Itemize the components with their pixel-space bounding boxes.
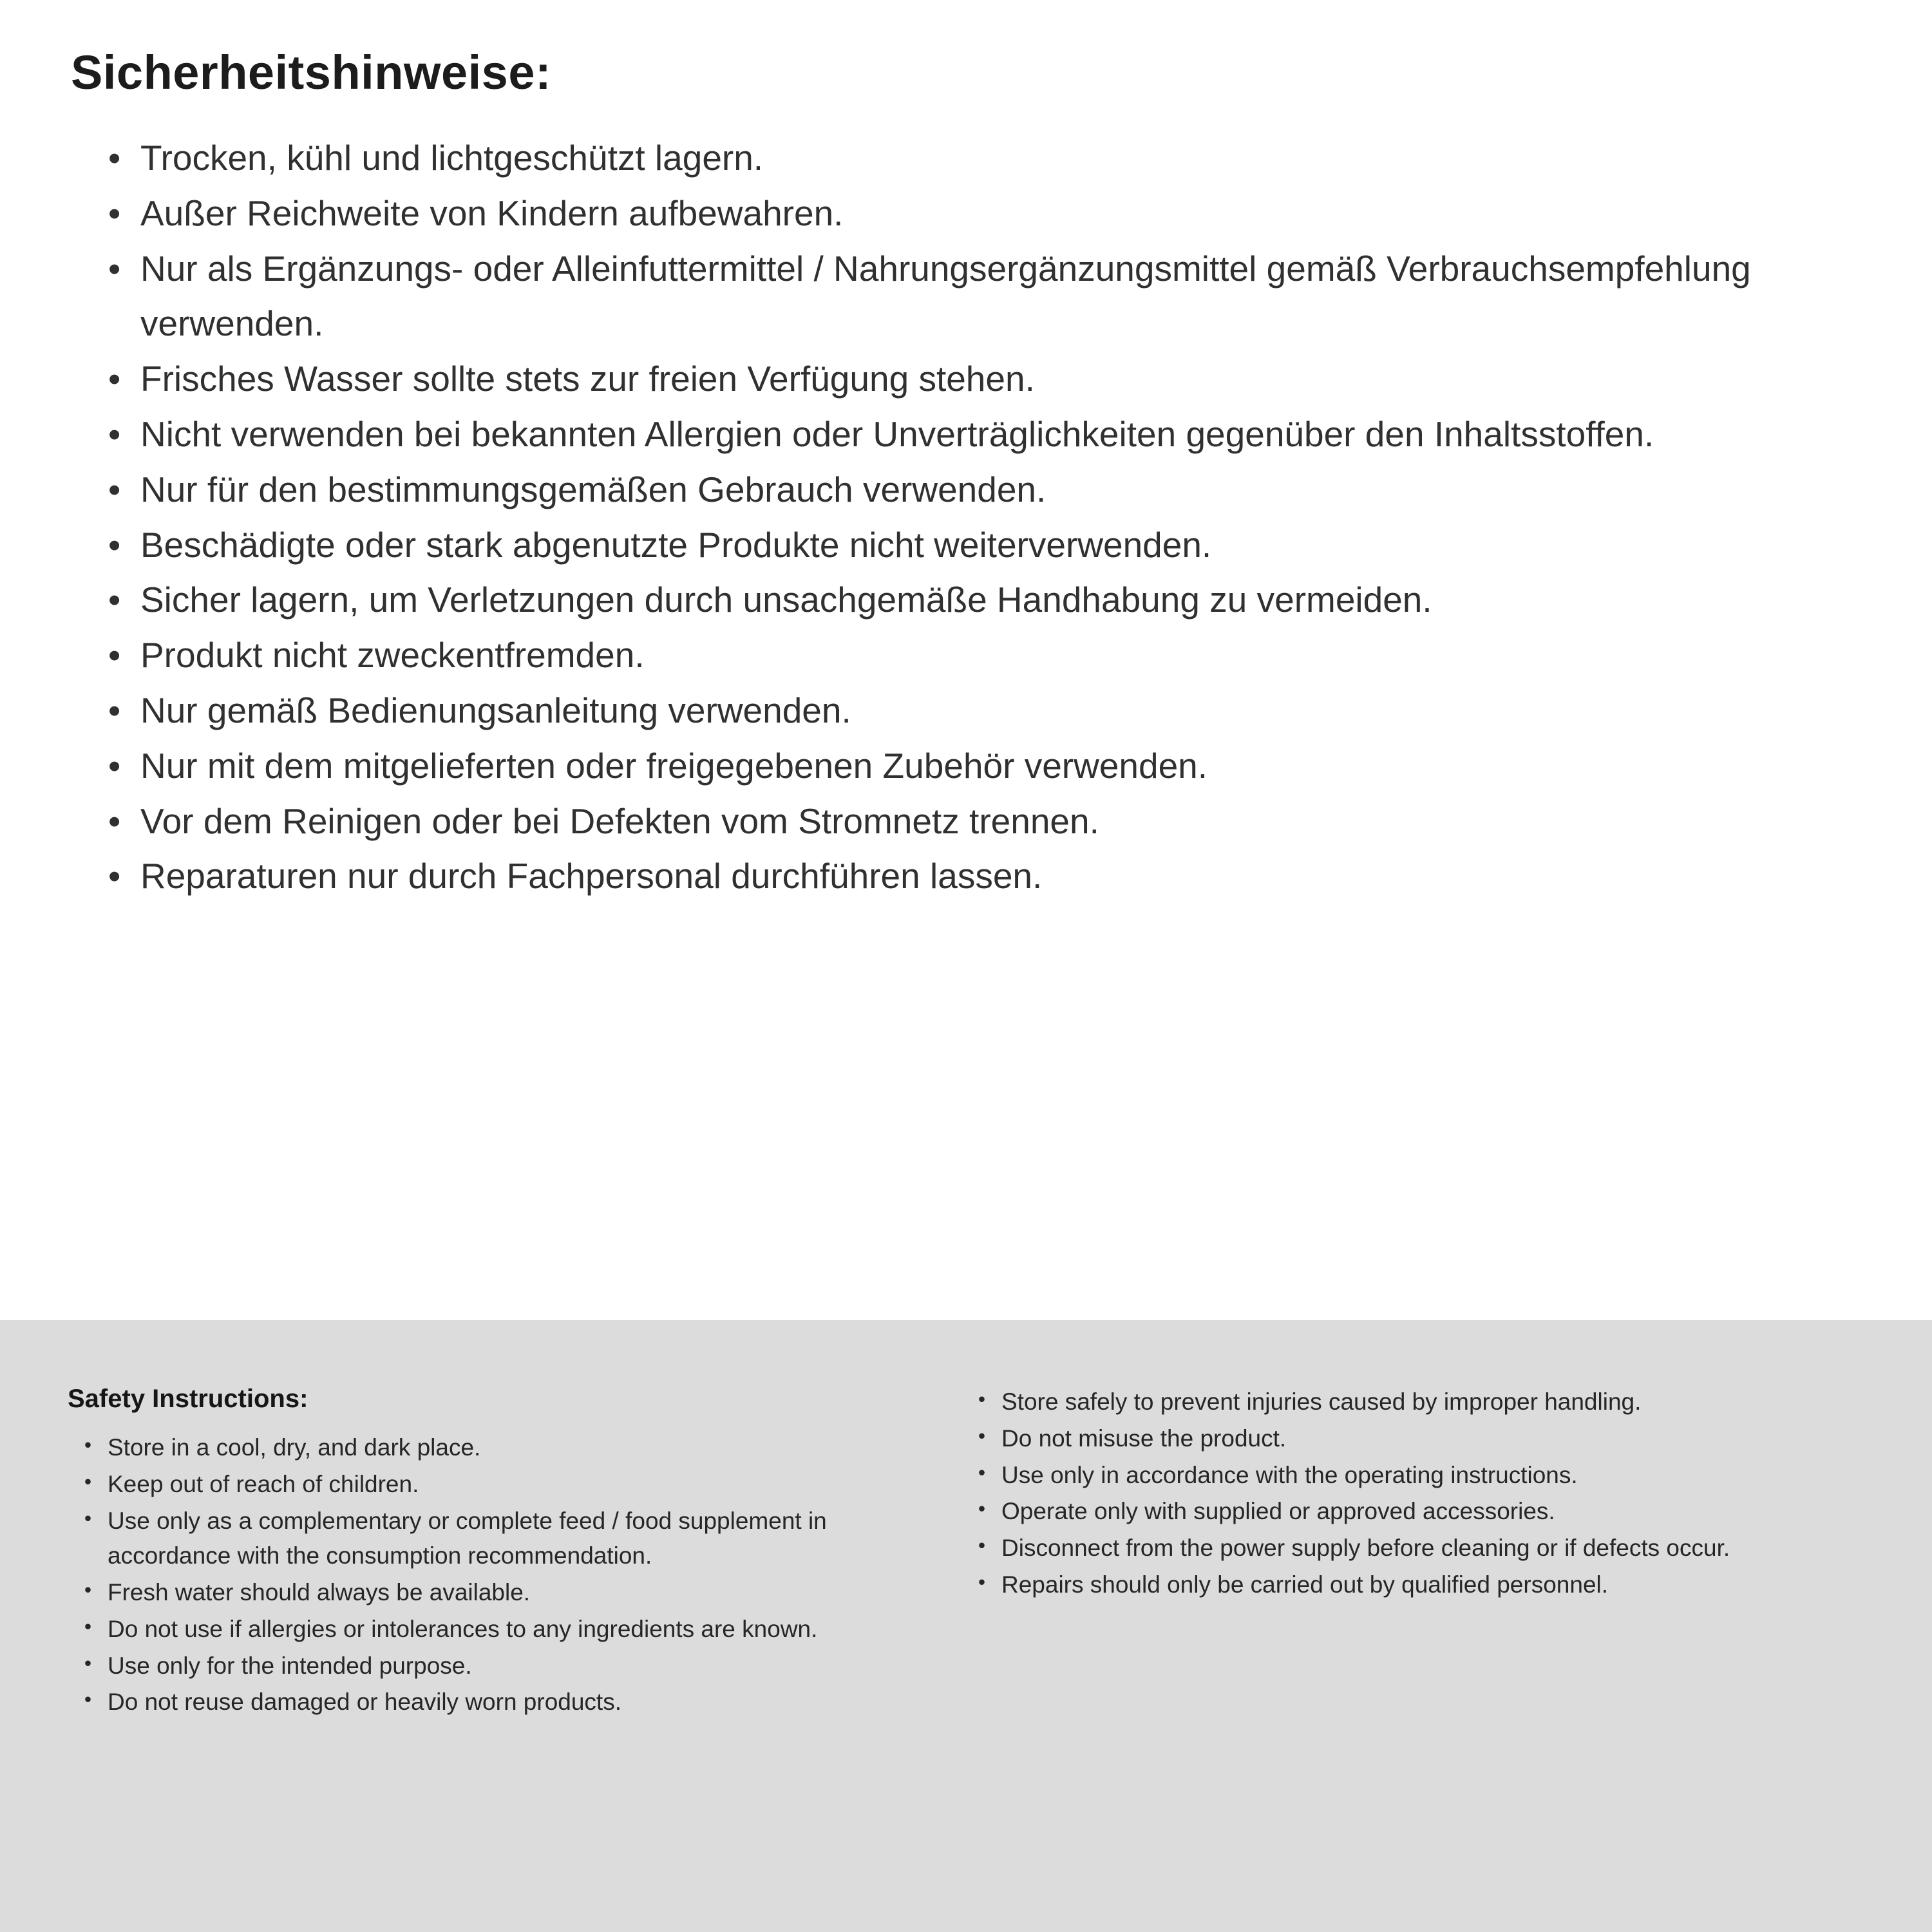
list-item: • Nur für den bestimmungsgemäßen Gebrauch verwenden. [103, 462, 1835, 518]
list-item: • Nur mit dem mitgelieferten oder freigegebenen Zubehör verwenden. [103, 739, 1835, 794]
list-item: • Frisches Wasser sollte stets zur freien Verfügung stehen. [103, 352, 1835, 407]
english-right-column [976, 1385, 1861, 1893]
english-safety-list-left [68, 1430, 924, 1720]
list-item: • Use only as a complementary or complete feed / food supplement in accordance with the consumption recommendation. [82, 1504, 924, 1575]
list-item: • Trocken, kühl und lichtgeschützt lagern. [103, 131, 1835, 186]
list-item: • Produkt nicht zweckentfremden. [103, 628, 1835, 683]
list-item: • Do not misuse the product. [976, 1421, 1861, 1457]
german-section-title: Sicherheitshinweise: [71, 46, 552, 99]
list-item: • Operate only with supplied or approved accessories. [976, 1494, 1861, 1530]
english-left-column [68, 1385, 924, 1893]
list-item: • Reparaturen nur durch Fachpersonal durchführen lassen. [103, 849, 1835, 904]
list-item: • Do not reuse damaged or heavily worn products. [82, 1685, 924, 1720]
list-item: • Fresh water should always be available. [82, 1575, 924, 1611]
list-item: • Sicher lagern, um Verletzungen durch unsachgemäße Handhabung zu vermeiden. [103, 573, 1835, 628]
list-item: • Außer Reichweite von Kindern aufbewahren. [103, 186, 1835, 242]
german-safety-list [71, 131, 1861, 904]
list-item: • Nicht verwenden bei bekannten Allergien oder Unverträglichkeiten gegenüber den Inhaltsstoffen. [103, 407, 1835, 462]
list-item: • Store in a cool, dry, and dark place. [82, 1430, 924, 1466]
english-section-title: Safety Instructions: [68, 1385, 308, 1413]
english-safety-list-right [976, 1385, 1861, 1603]
list-item: • Nur gemäß Bedienungsanleitung verwenden. [103, 683, 1835, 739]
list-item: • Use only in accordance with the operating instructions. [976, 1458, 1861, 1493]
list-item: • Beschädigte oder stark abgenutzte Produkte nicht weiterverwenden. [103, 518, 1835, 573]
list-item: • Repairs should only be carried out by qualified personnel. [976, 1567, 1861, 1603]
english-safety-section [0, 1320, 1932, 1932]
list-item: • Store safely to prevent injuries caused by improper handling. [976, 1385, 1861, 1420]
list-item: • Disconnect from the power supply before cleaning or if defects occur. [976, 1531, 1861, 1566]
list-item: • Use only for the intended purpose. [82, 1649, 924, 1684]
list-item: • Nur als Ergänzungs- oder Alleinfuttermittel / Nahrungsergänzungsmittel gemäß Verbrauchsempfehlung verwenden. [103, 242, 1835, 352]
list-item: • Vor dem Reinigen oder bei Defekten vom Stromnetz trennen. [103, 794, 1835, 849]
list-item: • Keep out of reach of children. [82, 1467, 924, 1502]
list-item: • Do not use if allergies or intolerances to any ingredients are known. [82, 1612, 924, 1647]
